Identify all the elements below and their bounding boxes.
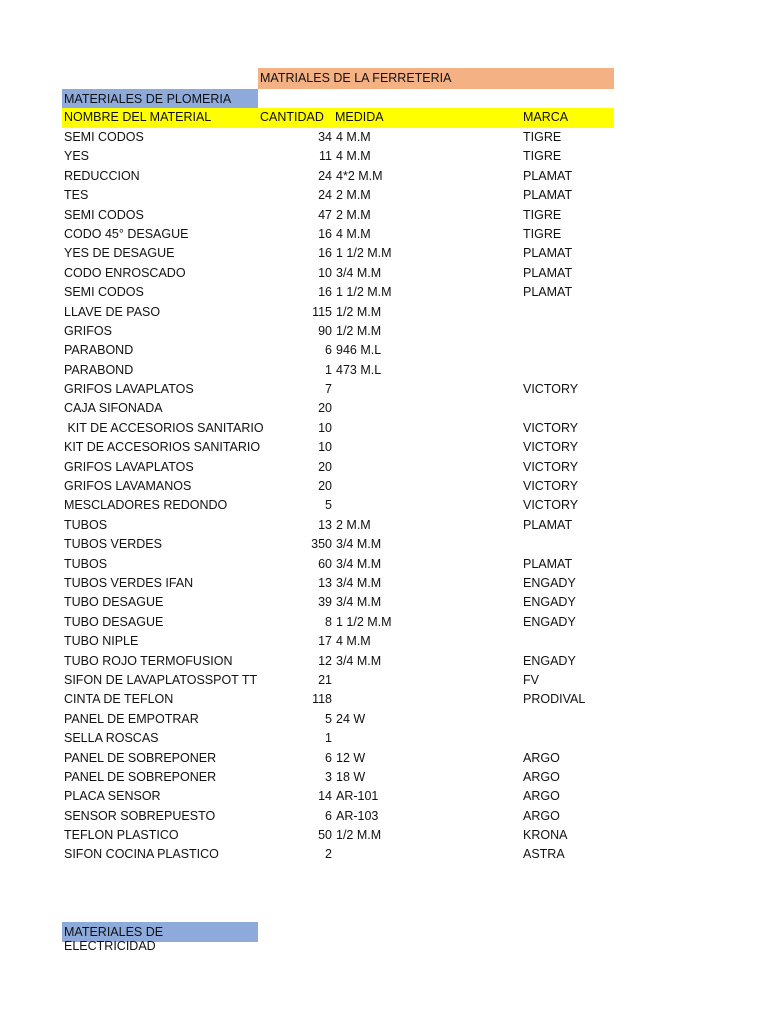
material-marca: KRONA — [523, 828, 568, 843]
material-name: SIFON COCINA PLASTICO — [64, 847, 219, 862]
header-medida: MEDIDA — [335, 110, 384, 124]
material-name: CINTA DE TEFLON — [64, 692, 174, 707]
material-medida: 3/4 M.M — [336, 653, 382, 668]
table-row — [0, 458, 768, 477]
material-marca: PLAMAT — [523, 556, 573, 571]
table-header — [62, 108, 614, 128]
material-qty: 6 — [325, 808, 332, 823]
table-row — [0, 729, 768, 748]
table-row — [0, 845, 768, 864]
material-marca: VICTORY — [523, 382, 579, 397]
section-plomeria-label: MATERIALES DE PLOMERIA — [64, 92, 232, 106]
table-row — [0, 167, 768, 186]
section-electricidad — [62, 922, 258, 953]
table-row — [0, 710, 768, 729]
material-qty: 5 — [325, 498, 332, 513]
table-row — [0, 496, 768, 515]
material-qty: 10 — [318, 440, 332, 455]
material-qty: 12 — [318, 653, 332, 668]
table-row — [0, 574, 768, 593]
material-marca: VICTORY — [523, 498, 579, 513]
table-row — [0, 477, 768, 496]
table-row — [0, 632, 768, 651]
material-qty: 115 — [312, 304, 332, 319]
sheet-title-text: MATRIALES DE LA FERRETERIA — [260, 71, 452, 85]
material-qty: 6 — [325, 750, 332, 765]
material-name: PARABOND — [64, 362, 134, 377]
table-row — [0, 225, 768, 244]
material-marca: TIGRE — [523, 207, 562, 222]
material-medida: 4 M.M — [336, 634, 371, 649]
materials-table — [0, 128, 768, 865]
material-qty: 21 — [318, 672, 332, 687]
material-marca: VICTORY — [523, 459, 579, 474]
material-qty: 16 — [318, 226, 332, 241]
material-name: TES — [64, 188, 89, 203]
material-marca: PLAMAT — [523, 246, 573, 261]
material-name: TUBO ROJO TERMOFUSION — [64, 653, 233, 668]
material-marca: PLAMAT — [523, 285, 573, 300]
table-row — [0, 303, 768, 322]
material-qty: 2 — [325, 847, 332, 862]
section-plomeria — [62, 89, 258, 109]
table-row — [0, 807, 768, 826]
table-row — [0, 516, 768, 535]
material-name: TUBO NIPLE — [64, 634, 139, 649]
material-name: SEMI CODOS — [64, 130, 144, 144]
material-qty: 118 — [312, 692, 332, 707]
table-row — [0, 264, 768, 283]
material-medida: 4*2 M.M — [336, 168, 383, 183]
material-qty: 47 — [318, 207, 332, 222]
material-qty: 16 — [318, 246, 332, 261]
material-medida: AR-101 — [336, 789, 379, 804]
table-row — [0, 399, 768, 418]
material-medida: 2 M.M — [336, 188, 371, 203]
table-row — [0, 244, 768, 263]
material-medida: 1 1/2 M.M — [336, 246, 392, 261]
material-marca: PLAMAT — [523, 265, 573, 280]
material-name: PANEL DE EMPOTRAR — [64, 711, 199, 726]
material-qty: 16 — [318, 285, 332, 300]
material-qty: 24 — [318, 168, 332, 183]
material-marca: FV — [523, 672, 539, 687]
material-qty: 3 — [325, 769, 332, 784]
table-row — [0, 128, 768, 147]
material-name: LLAVE DE PASO — [64, 304, 161, 319]
material-name: YES DE DESAGUE — [64, 246, 175, 261]
table-row — [0, 186, 768, 205]
material-qty: 13 — [318, 517, 332, 532]
material-marca: ARGO — [523, 808, 560, 823]
material-qty: 24 — [318, 188, 332, 203]
material-name: TUBOS VERDES IFAN — [64, 575, 194, 590]
material-qty: 50 — [318, 828, 332, 843]
material-marca: ENGADY — [523, 614, 576, 629]
material-name: GRIFOS — [64, 323, 112, 338]
material-marca: VICTORY — [523, 420, 579, 435]
table-row — [0, 341, 768, 360]
material-qty: 1 — [325, 731, 332, 746]
table-row — [0, 147, 768, 166]
material-marca: ASTRA — [523, 847, 565, 862]
table-row — [0, 787, 768, 806]
table-row — [0, 555, 768, 574]
material-marca: ARGO — [523, 750, 560, 765]
table-row — [0, 652, 768, 671]
material-name: GRIFOS LAVAPLATOS — [64, 459, 194, 474]
table-row — [0, 671, 768, 690]
material-medida: 4 M.M — [336, 226, 371, 241]
table-row — [0, 361, 768, 380]
material-qty: 350 — [311, 537, 332, 552]
material-name: CODO 45° DESAGUE — [64, 226, 189, 241]
material-qty: 8 — [325, 614, 332, 629]
material-marca: ENGADY — [523, 575, 576, 590]
material-name: PANEL DE SOBREPONER — [64, 750, 217, 765]
material-name: KIT DE ACCESORIOS SANITARIO — [64, 420, 264, 435]
material-name: CAJA SIFONADA — [64, 401, 163, 416]
material-marca: TIGRE — [523, 130, 562, 144]
material-qty: 13 — [318, 575, 332, 590]
material-marca: PLAMAT — [523, 517, 573, 532]
table-row — [0, 438, 768, 457]
material-medida: 1 1/2 M.M — [336, 285, 392, 300]
material-marca: VICTORY — [523, 479, 579, 494]
material-marca: PRODIVAL — [523, 692, 586, 707]
material-name: REDUCCION — [64, 168, 140, 183]
table-row — [0, 322, 768, 341]
material-name: TEFLON PLASTICO — [64, 828, 179, 843]
material-name: TUBO DESAGUE — [64, 614, 164, 629]
material-medida: 1/2 M.M — [336, 304, 382, 319]
material-qty: 14 — [318, 789, 332, 804]
material-marca: VICTORY — [523, 440, 579, 455]
material-medida: 24 W — [336, 711, 366, 726]
material-medida: AR-103 — [336, 808, 379, 823]
material-medida: 3/4 M.M — [336, 265, 382, 280]
table-row — [0, 380, 768, 399]
header-marca: MARCA — [523, 110, 569, 124]
material-medida: 1/2 M.M — [336, 323, 382, 338]
material-name: CODO ENROSCADO — [64, 265, 186, 280]
material-name: PANEL DE SOBREPONER — [64, 769, 217, 784]
material-name: SEMI CODOS — [64, 207, 144, 222]
table-row — [0, 206, 768, 225]
material-qty: 11 — [319, 149, 332, 164]
table-row — [0, 593, 768, 612]
material-marca: TIGRE — [523, 149, 562, 164]
material-marca: ENGADY — [523, 595, 576, 610]
section-electricidad-label: MATERIALES DE ELECTRICIDAD — [64, 925, 164, 953]
material-name: TUBOS — [64, 517, 108, 532]
sheet-title — [258, 68, 614, 89]
material-medida: 2 M.M — [336, 517, 371, 532]
material-name: GRIFOS LAVAMANOS — [64, 479, 192, 494]
material-name: SELLA ROSCAS — [64, 731, 159, 746]
material-qty: 60 — [318, 556, 332, 571]
material-marca: TIGRE — [523, 226, 562, 241]
material-name: SENSOR SOBREPUESTO — [64, 808, 216, 823]
table-row — [0, 690, 768, 709]
material-name: PLACA SENSOR — [64, 789, 161, 804]
material-medida: 12 W — [336, 750, 366, 765]
table-row — [0, 613, 768, 632]
material-qty: 10 — [318, 420, 332, 435]
material-medida: 946 M.L — [336, 343, 382, 358]
material-name: TUBOS VERDES — [64, 537, 162, 552]
material-medida: 1/2 M.M — [336, 828, 382, 843]
material-name: GRIFOS LAVAPLATOS — [64, 382, 194, 397]
material-medida: 3/4 M.M — [336, 595, 382, 610]
material-medida: 3/4 M.M — [336, 575, 382, 590]
table-row — [0, 749, 768, 768]
material-medida: 3/4 M.M — [336, 537, 382, 552]
material-marca: PLAMAT — [523, 168, 573, 183]
material-name: PARABOND — [64, 343, 134, 358]
material-medida: 2 M.M — [336, 207, 371, 222]
material-qty: 20 — [318, 459, 332, 474]
table-row — [0, 283, 768, 302]
material-medida: 473 M.L — [336, 362, 382, 377]
material-name: SIFON DE LAVAPLATOSSPOT TT — [64, 672, 258, 687]
material-qty: 17 — [318, 634, 332, 649]
material-medida: 1 1/2 M.M — [336, 614, 392, 629]
material-name: MESCLADORES REDONDO — [64, 498, 228, 513]
material-qty: 34 — [318, 130, 332, 144]
material-marca: ARGO — [523, 789, 560, 804]
material-marca: ARGO — [523, 769, 560, 784]
material-qty: 7 — [325, 382, 332, 397]
material-qty: 10 — [318, 265, 332, 280]
material-medida: 4 M.M — [336, 149, 371, 164]
table-row — [0, 535, 768, 554]
material-name: YES — [64, 149, 90, 164]
table-row — [0, 419, 768, 438]
material-qty: 39 — [318, 595, 332, 610]
material-qty: 5 — [325, 711, 332, 726]
table-row — [0, 826, 768, 845]
table-row — [0, 768, 768, 787]
header-qty: CANTIDAD — [260, 110, 324, 124]
material-qty: 6 — [325, 343, 332, 358]
material-qty: 90 — [318, 323, 332, 338]
material-name: SEMI CODOS — [64, 285, 144, 300]
material-name: TUBOS — [64, 556, 108, 571]
material-medida: 18 W — [336, 769, 366, 784]
material-qty: 20 — [318, 401, 332, 416]
material-marca: ENGADY — [523, 653, 576, 668]
material-name: KIT DE ACCESORIOS SANITARIO — [64, 440, 261, 455]
material-name: TUBO DESAGUE — [64, 595, 164, 610]
material-marca: PLAMAT — [523, 188, 573, 203]
material-qty: 20 — [318, 479, 332, 494]
header-name: NOMBRE DEL MATERIAL — [64, 110, 212, 124]
material-qty: 1 — [325, 362, 332, 377]
material-medida: 4 M.M — [336, 130, 371, 144]
material-medida: 3/4 M.M — [336, 556, 382, 571]
